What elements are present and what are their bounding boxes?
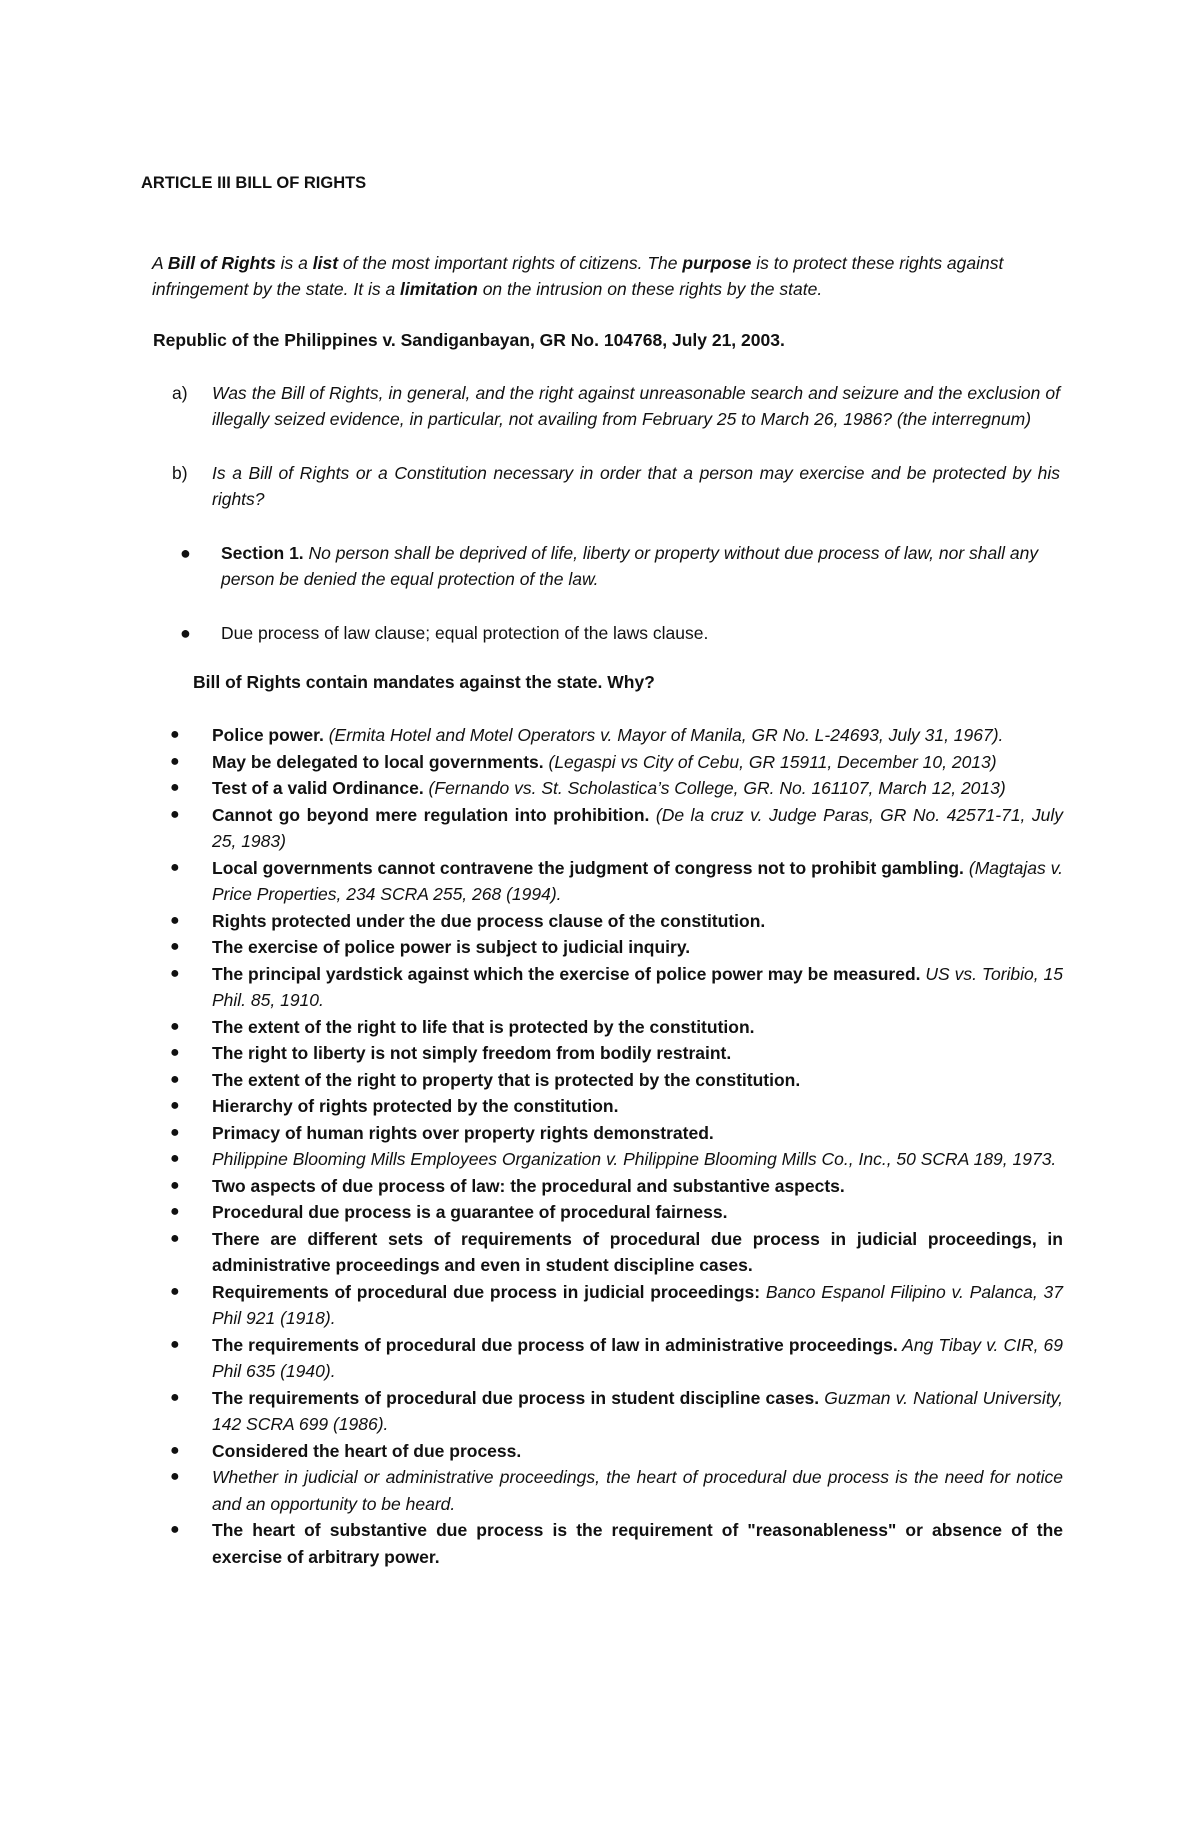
list-item-heading: May be delegated to local governments. (212, 751, 544, 772)
list-item-citation: (Fernando vs. St. Scholastica’s College, GR. No. 161107, March 12, 2013) (423, 778, 1006, 798)
bullet-icon: ● (180, 543, 191, 563)
list-item-heading: The heart of substantive due process is the requirement of "reasonableness" or absence of the exercise of arbitrary power. (212, 1520, 1063, 1567)
list-item-citation: Banco Espanol Filipino v. Palanca, 37 Phil 921 (1918). (212, 1281, 1063, 1328)
list-item-citation: (Legaspi vs City of Cebu, GR 15911, December 10, 2013) (543, 751, 997, 772)
section-label: Section 1. (221, 543, 304, 563)
question-label: b) (172, 463, 188, 483)
list-item (170, 934, 1063, 961)
list-item (170, 1517, 1063, 1570)
question-text: Is a Bill of Rights or a Constitution necessary in order that a person may exercise and be protected by his rights? (212, 463, 1060, 509)
bullet-icon: ● (170, 1176, 180, 1194)
list-item (170, 1067, 1063, 1094)
bullet-icon: ● (170, 779, 180, 796)
bullet-icon: ● (170, 1150, 180, 1167)
list-item-heading: Hierarchy of rights protected by the constitution. (212, 1096, 619, 1116)
list-item (170, 1385, 1063, 1438)
list-item (170, 1173, 1063, 1200)
list-item-heading: The right to liberty is not simply freedom from bodily restraint. (212, 1043, 732, 1063)
list-item-heading: The principal yardstick against which the exercise of police power may be measured. (212, 963, 921, 984)
bullet-icon: ● (170, 1468, 180, 1485)
list-item-citation: (De la cruz v. Judge Paras, GR No. 42571-71, July 25, 1983) (212, 804, 1063, 851)
list-item (170, 1146, 1063, 1173)
bullet-list (170, 722, 1063, 1570)
bullet-icon: ● (170, 1441, 180, 1459)
list-item (170, 1093, 1063, 1120)
bullet-icon: ● (170, 1229, 180, 1247)
intro-term-purpose: purpose (682, 253, 752, 273)
bullet-icon: ● (170, 1097, 180, 1114)
bullet-icon: ● (170, 1388, 180, 1406)
list-item (170, 961, 1063, 1014)
bullet-icon: ● (170, 1203, 180, 1220)
list-item (170, 1438, 1063, 1465)
list-item-heading: Primacy of human rights over property rights demonstrated. (212, 1122, 714, 1143)
bullet-icon: ● (170, 858, 180, 876)
list-item-heading: Two aspects of due process of law: the procedural and substantive aspects. (212, 1175, 845, 1196)
list-item-heading: The exercise of police power is subject to judicial inquiry. (212, 937, 691, 957)
section-text: No person shall be deprived of life, liberty or property without due process of law, nor shall any person be denied the equal protection of the law. (221, 543, 1039, 589)
list-item (170, 1332, 1063, 1385)
bullet-icon: ● (170, 911, 180, 929)
bullet-icon: ● (170, 964, 180, 982)
bullet-icon: ● (170, 1123, 180, 1141)
bullet-icon: ● (170, 752, 180, 770)
list-item-citation: Guzman v. National University, 142 SCRA 699 (1986). (212, 1387, 1063, 1434)
list-item-heading: The requirements of procedural due process in student discipline cases. (212, 1387, 820, 1408)
list-item-heading: There are different sets of requirements of procedural due process in judicial proceedings, in administrative proceedings and even in student discipline cases. (212, 1228, 1063, 1275)
list-item-heading: Rights protected under the due process clause of the constitution. (212, 910, 766, 931)
list-item-citation: (Magtajas v. Price Properties, 234 SCRA 255, 268 (1994). (212, 857, 1063, 904)
bullet-icon: ● (180, 623, 191, 643)
list-item (170, 855, 1063, 908)
bullet-icon: ● (170, 1335, 180, 1353)
intro-term-list: list (312, 253, 339, 273)
bullet-icon: ● (170, 1044, 180, 1061)
bullet-icon: ● (170, 726, 180, 743)
page-title: ARTICLE III BILL OF RIGHTS (141, 174, 367, 192)
list-item (170, 1279, 1063, 1332)
intro-term-bill-of-rights: Bill of Rights (167, 253, 276, 273)
clause-text: Due process of law clause; equal protection of the laws clause. (221, 623, 709, 643)
list-item-heading: Requirements of procedural due process in judicial proceedings: (212, 1281, 761, 1302)
list-item-citation: (Ermita Hotel and Motel Operators v. Mayor of Manila, GR No. L-24693, July 31, 1967). (323, 725, 1004, 745)
list-item-heading: Procedural due process is a guarantee of procedural fairness. (212, 1202, 728, 1222)
list-item (170, 1014, 1063, 1041)
case-heading: Republic of the Philippines v. Sandiganbayan, GR No. 104768, July 21, 2003. (153, 330, 785, 350)
bullet-icon: ● (170, 1070, 180, 1088)
list-item (170, 908, 1063, 935)
list-item-citation: US vs. Toribio, 15 Phil. 85, 1910. (212, 963, 1063, 1010)
bullet-icon: ● (170, 938, 180, 955)
intro-text: on the intrusion on these rights by the state. (477, 279, 823, 299)
intro-text: of the most important rights of citizens. The (338, 253, 683, 273)
list-item-heading: The requirements of procedural due process of law in administrative proceedings. (212, 1334, 898, 1355)
list-item-heading: Police power. (212, 725, 324, 745)
bullet-icon: ● (170, 1017, 180, 1035)
list-item (170, 1199, 1063, 1226)
question-b (172, 460, 1060, 512)
clause-item (180, 620, 1063, 646)
question-text: Was the Bill of Rights, in general, and the right against unreasonable search and seizure and the exclusion of illegally seized evidence, in particular, not availing from February 25 to March 26, 1986? (the interregnum) (212, 383, 1060, 429)
bullet-icon: ● (170, 805, 180, 823)
section-1-item (180, 540, 1063, 592)
intro-text: A (152, 253, 168, 273)
list-item-citation: Philippine Blooming Mills Employees Organization v. Philippine Blooming Mills Co., Inc., 50 SCRA 189, 1973. (212, 1149, 1057, 1169)
list-item (170, 722, 1063, 749)
list-item-heading: Cannot go beyond mere regulation into prohibition. (212, 804, 650, 825)
intro-paragraph (152, 250, 1062, 302)
bullet-icon: ● (170, 1282, 180, 1300)
question-label: a) (172, 383, 188, 403)
intro-term-limitation: limitation (400, 279, 478, 299)
list-item (170, 1226, 1063, 1279)
list-item-heading: The extent of the right to life that is protected by the constitution. (212, 1016, 755, 1037)
list-item (170, 1120, 1063, 1147)
question-a (172, 380, 1060, 432)
list-item-heading: The extent of the right to property that is protected by the constitution. (212, 1069, 801, 1090)
list-item-citation: Ang Tibay v. CIR, 69 Phil 635 (1940). (212, 1334, 1063, 1381)
list-item-heading: Considered the heart of due process. (212, 1440, 522, 1461)
list-item (170, 1040, 1063, 1067)
bullet-icon: ● (170, 1521, 180, 1538)
why-heading: Bill of Rights contain mandates against the state. Why? (193, 672, 655, 692)
list-item (170, 1464, 1063, 1517)
list-item-citation: Whether in judicial or administrative proceedings, the heart of procedural due process is the need for notice and an opportunity to be heard. (212, 1467, 1063, 1514)
intro-text: is a (275, 253, 313, 273)
intro-text: is to protect these rights against infringement by the state. It is a (152, 253, 1004, 299)
list-item (170, 749, 1063, 776)
list-item-heading: Test of a valid Ordinance. (212, 778, 424, 798)
list-item-heading: Local governments cannot contravene the judgment of congress not to prohibit gambling. (212, 857, 964, 878)
list-item (170, 775, 1063, 802)
list-item (170, 802, 1063, 855)
